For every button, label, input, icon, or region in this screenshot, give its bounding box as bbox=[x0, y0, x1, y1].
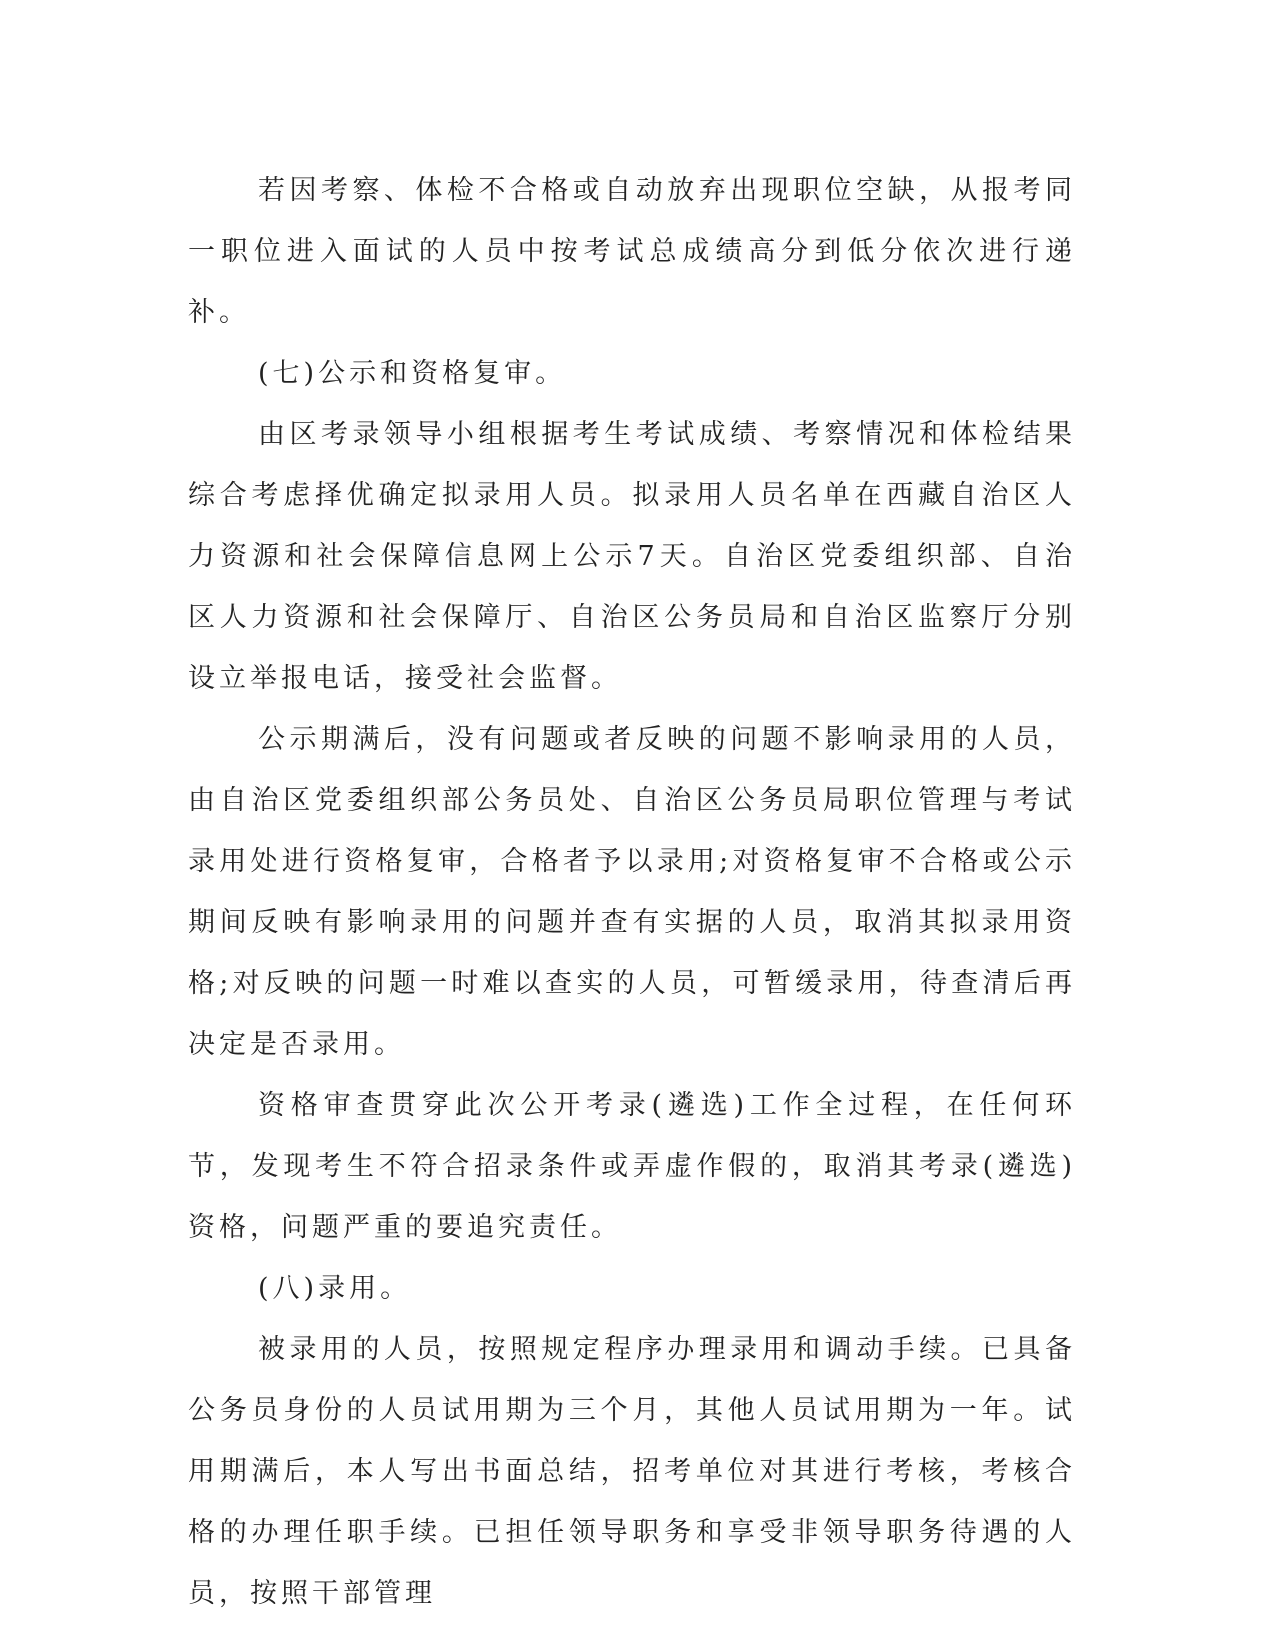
section-heading-publicity-review: (七)公示和资格复审。 bbox=[258, 358, 567, 389]
paragraph-vacancy-filling: 若因考察、体检不合格或自动放弃出现职位空缺，从报考同一职位进入面试的人员中按考试总成绩高分到低分依次进行递补。 bbox=[188, 175, 1076, 328]
section-heading-employment: (八)录用。 bbox=[258, 1273, 412, 1304]
paragraph-employment: 被录用的人员，按照规定程序办理录用和调动手续。已具备公务员身份的人员试用期为三个月，其他人员试用期为一年。试用期满后，本人写出书面总结，招考单位对其进行考核，考核合格的办理任职手续。已担任领导职务和享受非领导职务待遇的人员，按照干部管理 bbox=[188, 1334, 1076, 1609]
paragraph-qualification-check: 资格审查贯穿此次公开考录(遴选)工作全过程，在任何环节，发现考生不符合招录条件或弄虚作假的，取消其考录(遴选)资格，问题严重的要追究责任。 bbox=[188, 1090, 1076, 1243]
paragraph-publicity: 由区考录领导小组根据考生考试成绩、考察情况和体检结果综合考虑择优确定拟录用人员。拟录用人员名单在西藏自治区人力资源和社会保障信息网上公示7天。自治区党委组织部、自治区人力资源和社会保障厅、自治区公务员局和自治区监察厅分别设立举报电话，接受社会监督。 bbox=[188, 419, 1076, 694]
document-body bbox=[188, 160, 1076, 1624]
paragraph-qualification-review: 公示期满后，没有问题或者反映的问题不影响录用的人员，由自治区党委组织部公务员处、自治区公务员局职位管理与考试录用处进行资格复审，合格者予以录用;对资格复审不合格或公示期间反映有影响录用的问题并查有实据的人员，取消其拟录用资格;对反映的问题一时难以查实的人员，可暂缓录用，待查清后再决定是否录用。 bbox=[188, 724, 1076, 1060]
